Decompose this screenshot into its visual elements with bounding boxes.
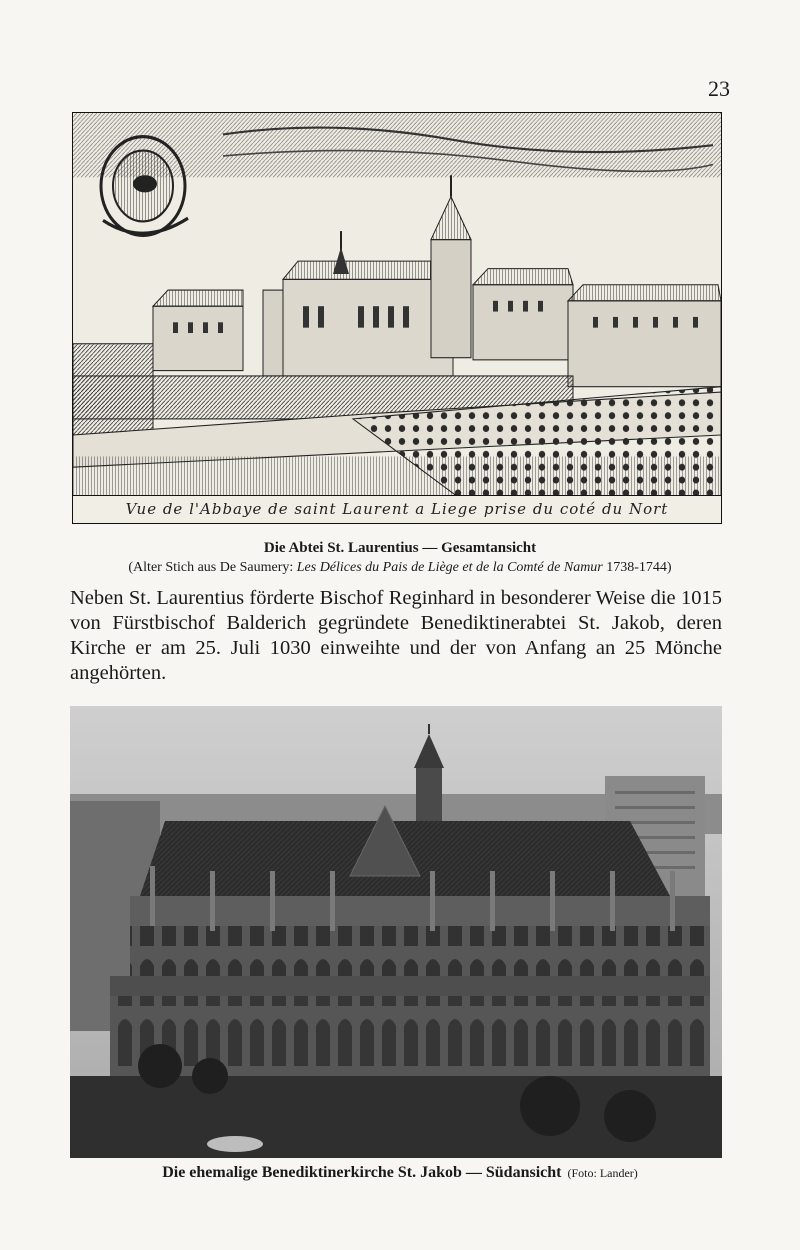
page-number: 23 (708, 76, 730, 101)
figure2-caption (60, 1164, 740, 1182)
photo-credit: (Foto: Lander) (567, 1166, 638, 1180)
source-book-title: Les Délices du Pais de Liège et de la Comté de Namur (296, 560, 603, 575)
body-paragraph: Neben St. Laurentius förderte Bischof Reginhard in besonderer Weise die 1015 von Fürstbischof Balderich gegründete Benediktinerabtei St. Jakob, deren Kirche er am 25. Juli 1030 einweihte und der von Anfang an 25 Mönche angehörten. (70, 587, 722, 684)
engraving-caption: Vue de l'Abbaye de saint Laurent a Liege prise du coté du Nort (73, 495, 721, 524)
abbey-engraving (72, 112, 722, 524)
figure1-caption-title: Die Abtei St. Laurentius — Gesamtansicht (263, 540, 537, 556)
figure1-caption-source (60, 560, 740, 576)
church-photo-illustration (70, 706, 722, 1158)
source-prefix: (Alter Stich aus De Saumery: (128, 560, 297, 575)
figure2-caption-title: Die ehemalige Benediktinerkirche St. Jakob — Südansicht (162, 1164, 562, 1181)
church-photo (70, 706, 722, 1158)
source-years: 1738-1744) (602, 560, 672, 575)
engraving-illustration (73, 113, 721, 523)
